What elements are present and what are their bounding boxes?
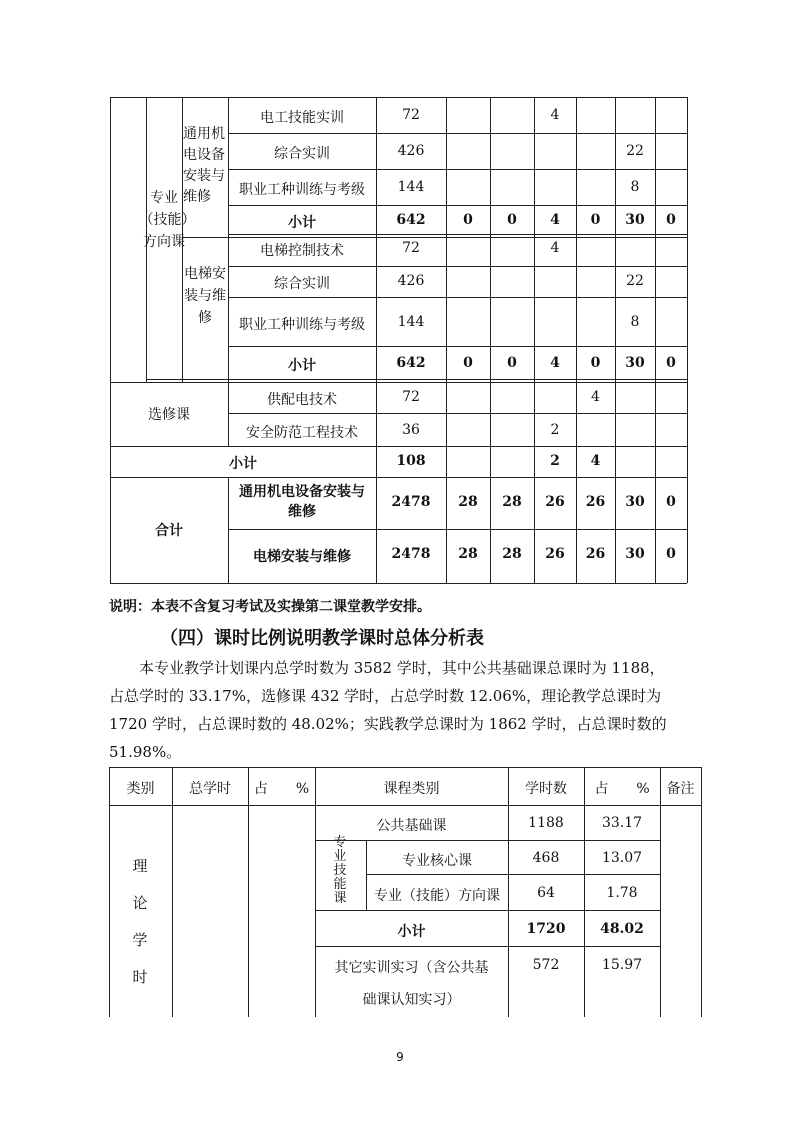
type-label: 理论学时: [132, 857, 148, 986]
elective-label: 选修课: [148, 407, 190, 423]
subtype-label: 专业技能课: [333, 835, 347, 906]
body-paragraph: 本专业教学计划课内总学时数为 3582 学时，其中公共基础课总课时为 1188， 占总学时的 33.17%，选修课 432 学时，占总学时数 12.06%，理论教学总课时为 1720 学时，占总课时数的 48.02%；实践教学总课时为 1862 学时，占总课时数的 51.98%。: [109, 659, 667, 761]
category-label: 专业（技能）方向课: [139, 190, 189, 250]
table-note: 说明：本表不含复习考试及实操第二课堂教学安排。: [109, 599, 431, 615]
group2-label: 电梯安装与维修: [184, 266, 226, 326]
page-number: 9: [396, 1050, 404, 1064]
elective-subtotal-label: 小计: [229, 456, 257, 472]
section-title: （四）课时比例说明教学课时总体分析表: [160, 628, 484, 649]
total-label: 合计: [155, 523, 183, 539]
group1-label: 通用机电设备安装与维修: [183, 126, 225, 205]
